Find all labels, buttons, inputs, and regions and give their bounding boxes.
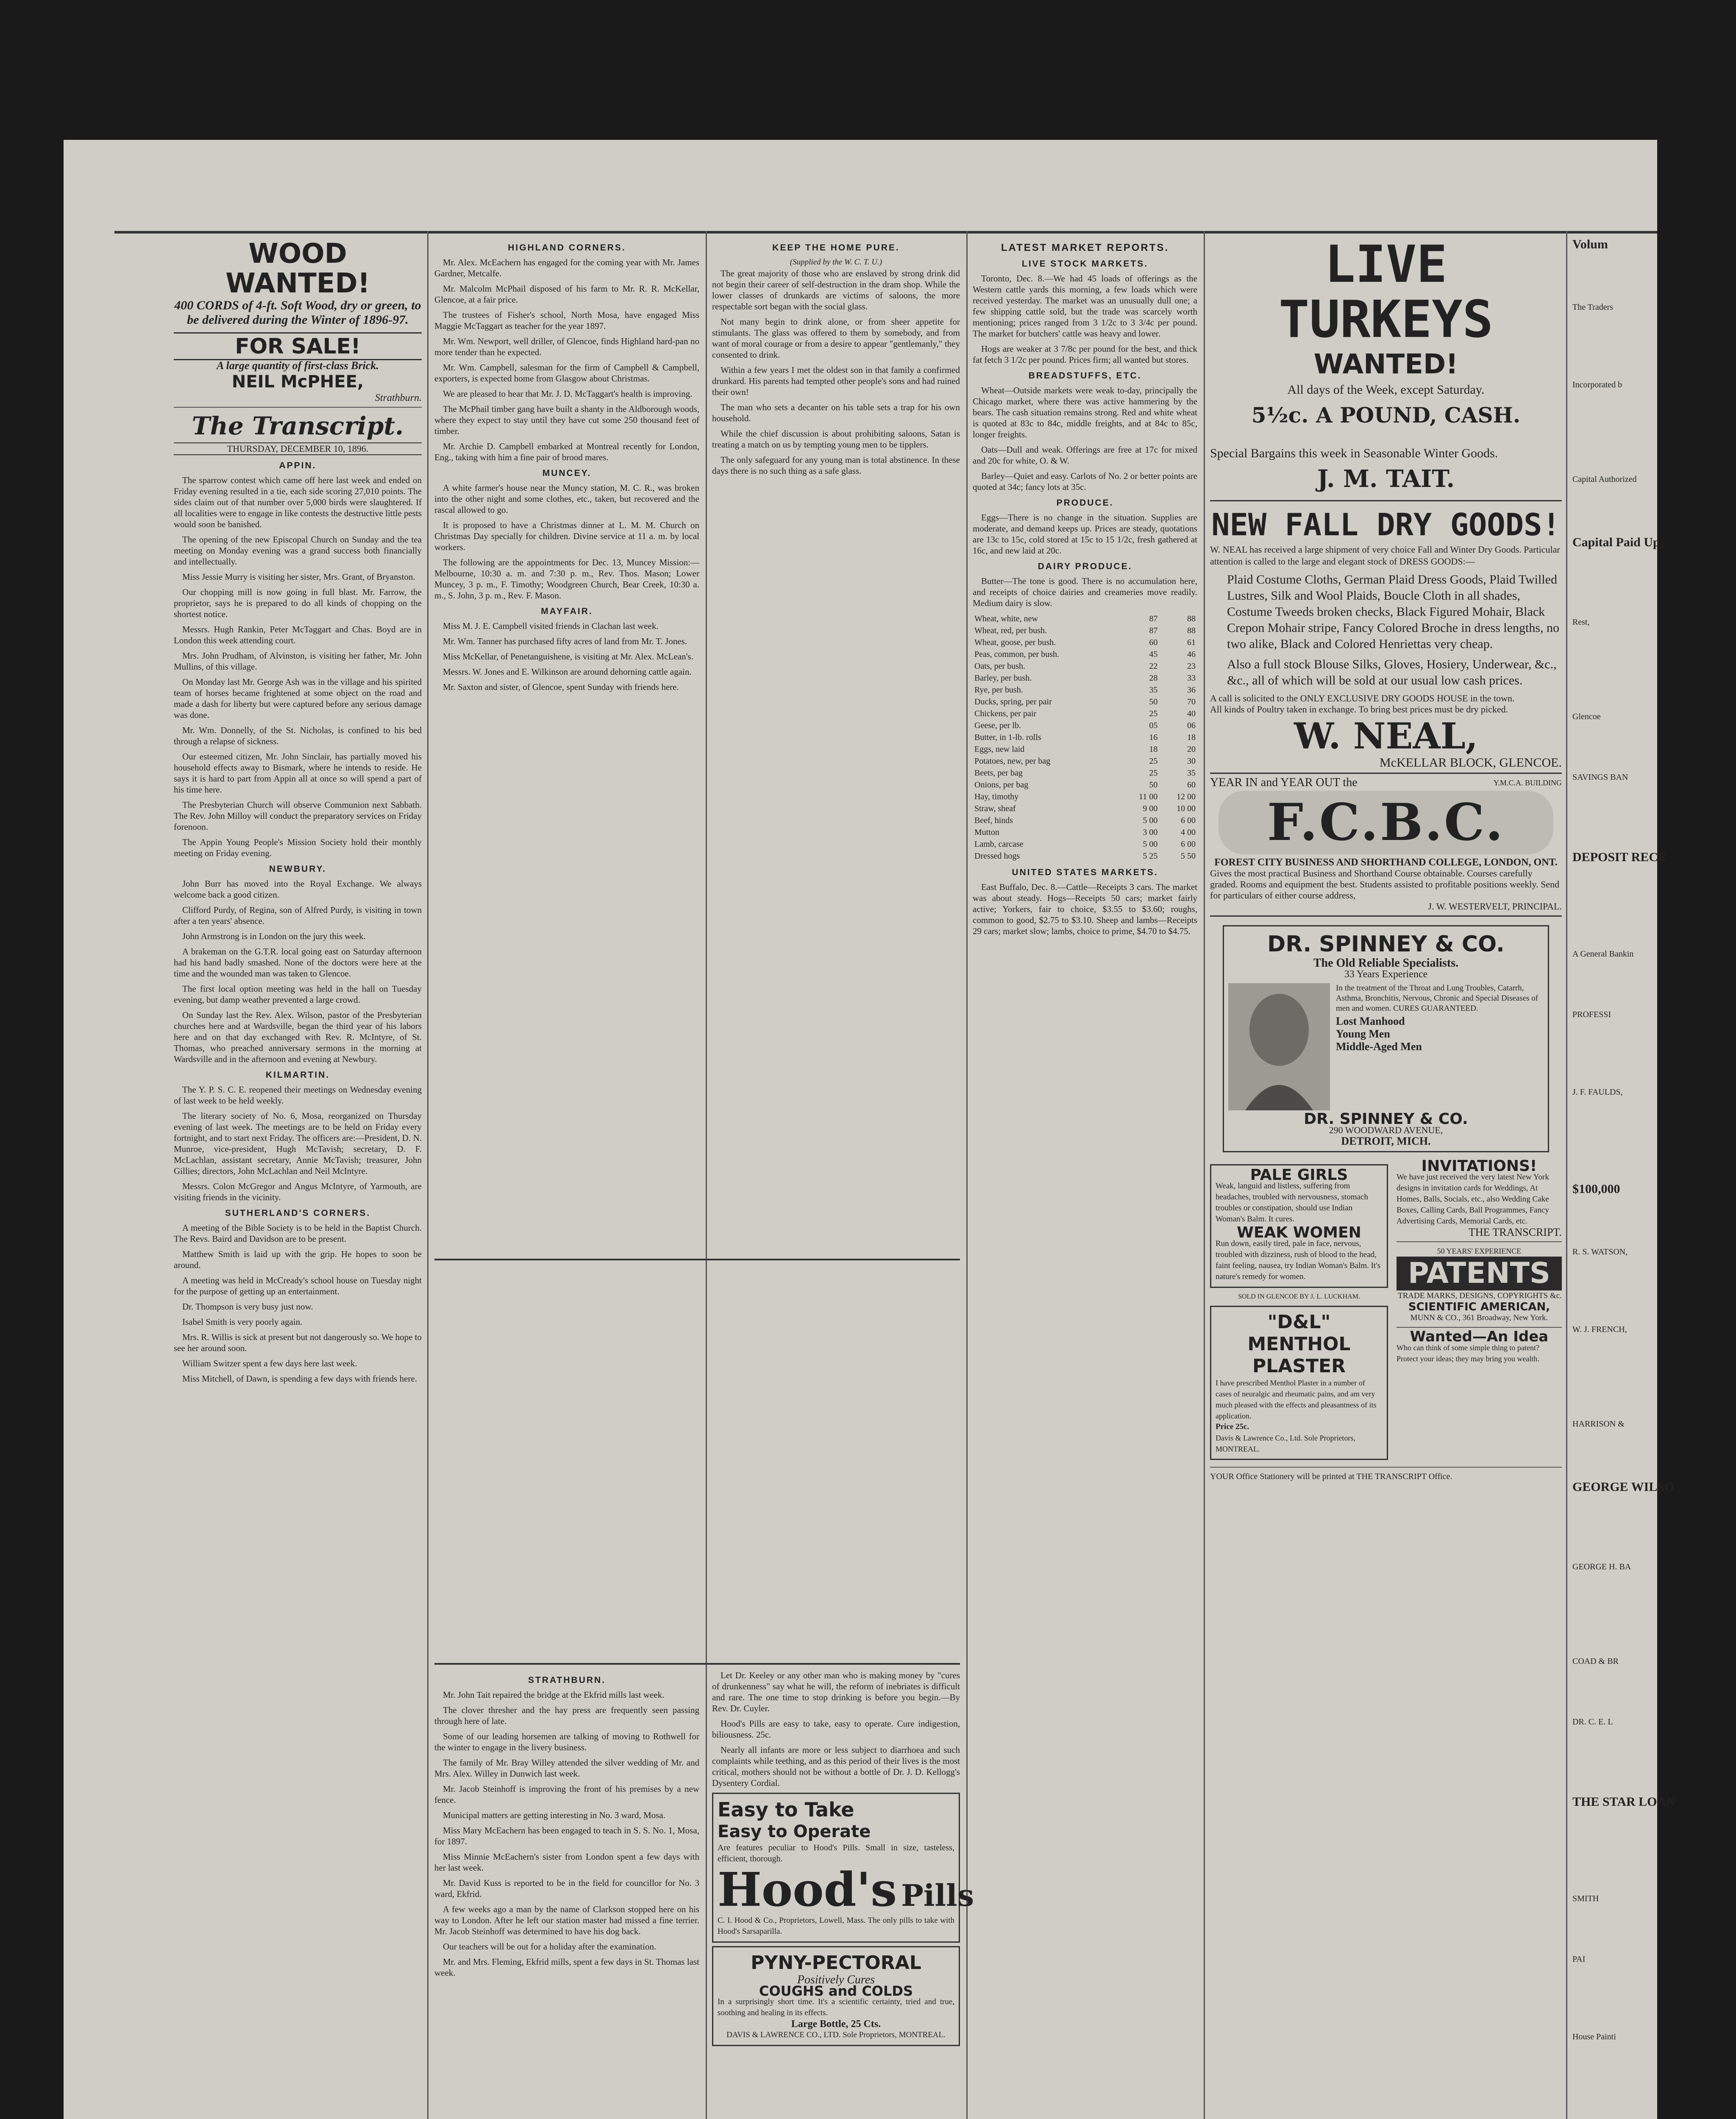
sutherlands-para: William Switzer spent a few days here last week. (182, 1358, 357, 1368)
spinney-name: DR. SPINNEY & CO. (1304, 1110, 1468, 1128)
dry-goods-ad (1210, 501, 1562, 774)
pale-title1: PALE GIRLS (1250, 1166, 1348, 1184)
hoods-line2: Easy to Operate (718, 1822, 871, 1841)
edge-fragment: Capital Paid Up, (1572, 535, 1664, 549)
price-row (973, 696, 1197, 708)
appin-para: Miss Jessie Murry is visiting her sister, Mrs. Grant, of Bryanston. (182, 572, 415, 582)
appin-para: The Appin Young People's Mission Society hold their monthly meeting on Friday evening. (174, 837, 422, 858)
price-item: Rye, per bush. (974, 685, 1023, 695)
idea-text: Who can think of some simple thing to patent? Protect your ideas; they may bring you wealth. (1397, 1343, 1539, 1363)
price-item: Ducks, spring, per pair (974, 697, 1052, 706)
newspaper-page (64, 140, 1675, 2119)
highland-heading: HIGHLAND CORNERS. (508, 243, 626, 253)
dry-goods-address: McKELLAR BLOCK, GLENCOE. (1380, 756, 1562, 770)
price-item: Lamb, carcase (974, 840, 1024, 849)
wctu-heading: KEEP THE HOME PURE. (772, 243, 900, 253)
price-row (973, 731, 1197, 743)
produce-heading: PRODUCE. (1056, 498, 1114, 508)
column-3 (712, 237, 960, 1250)
barley-text: Barley—Quiet and easy. Carlots of No. 2 or better points are quoted at 34c; fancy lots at 35c. (973, 471, 1197, 492)
edge-fragment: THE STAR LOAN (1572, 1795, 1675, 1809)
appin-para: The opening of the new Episcopal Church on Sunday and the tea meeting on Monday evening was a grand success both financially and intellectually. (174, 534, 422, 567)
price-value: 5 50 (1181, 851, 1196, 861)
price-value: 60 (1149, 638, 1158, 647)
muncey-para: The following are the appointments for Dec. 13, Muncey Mission:— Melbourne, 10:30 a. m. and 7:30 p. m., Rev. Thos. Mason; Lower Muncey, 3 p. m., F. Timothy; Woodgreen Church, Bear Creek, 10:30 a. m., S. John, 3 p. m., Rev. F. Mason. (434, 557, 699, 601)
price-row (973, 803, 1197, 815)
price-row (973, 708, 1197, 720)
price-value: 50 (1149, 697, 1158, 706)
mayfair-heading: MAYFAIR. (541, 606, 593, 616)
edge-fragment: COAD & BR (1572, 1657, 1619, 1666)
muncey-heading: MUNCEY. (542, 468, 592, 478)
edge-fragment: Capital Authorized (1572, 475, 1637, 484)
sutherlands-heading: SUTHERLAND'S CORNERS. (225, 1208, 371, 1218)
price-value: 3 00 (1143, 828, 1158, 837)
price-item: Potatoes, new, per bag (974, 756, 1051, 766)
appin-para: Our esteemed citizen, Mr. John Sinclair, has partially moved his household effects away to Bismark, where he intends to reside. He says it is hard to part from Appin all at once so will spend a part of his time here. (174, 751, 422, 795)
masthead-date: THURSDAY, DECEMBER 10, 1896. (174, 442, 422, 455)
price-item: Wheat, red, per bush. (974, 626, 1047, 635)
livestock-heading: LIVE STOCK MARKETS. (1021, 259, 1149, 269)
wood-wanted-title: WOOD WANTED! (225, 238, 370, 299)
mayfair-para: Miss McKellar, of Penetanguishene, is visiting at Mr. Alex. McLean's. (443, 651, 693, 662)
edge-fragment: SMITH (1572, 1894, 1599, 1903)
strathburn-para: Some of our leading horsemen are talking of moving to Rothwell for the winter to engage in the livery business. (434, 1731, 699, 1752)
price-value: 35 (1149, 685, 1158, 695)
spinney-sub: The Old Reliable Specialists. (1313, 957, 1459, 970)
price-row (973, 838, 1197, 850)
pale-sold: SOLD IN GLENCOE BY J. L. LUCKHAM. (1238, 1293, 1360, 1300)
pyny-text: In a surprisingly short time. It's a scientific certainty, tried and true, soothing and healing in its effects. (718, 1997, 954, 2017)
strathburn-para: Miss Mary McEachern has been engaged to teach in S. S. No. 1, Mosa, for 1897. (434, 1825, 699, 1846)
column-5 (1210, 237, 1562, 2119)
kilmartin-para: The literary society of No. 6, Mosa, reorganized on Thursday evening of last week. The meetings are to be held on Friday every fortnight, and to start next Friday. The officers are:—President, D. N. Munroe, vice-president, Hugh McTavish; secretary, D. F. McLachlan, assistant secretary, Annie McTavish; treasurer, John Gillies; directors, John McLachlan and Neil McIntyre. (174, 1111, 422, 1176)
price-item: Dressed hogs (974, 851, 1020, 861)
price-value: 9 00 (1143, 804, 1158, 813)
price-value: 23 (1187, 662, 1196, 671)
pyny-maker: DAVIS & LAWRENCE CO., LTD. Sole Proprietors, MONTREAL. (726, 2030, 946, 2039)
dry-goods-intro: W. NEAL has received a large shipment of very choice Fall and Winter Dry Goods. Particular attention is called to the large and elegant stock of DRESS GOODS:— (1210, 544, 1560, 567)
live-turkeys-ad (1210, 237, 1562, 501)
turkeys-title: LIVE TURKEYS (1279, 235, 1493, 349)
strathburn-heading: STRATHBURN. (528, 1675, 606, 1685)
sutherlands-para: Matthew Smith is laid up with the grip. He hopes to soon be around. (174, 1249, 422, 1270)
wctu-para: The great majority of those who are enslaved by strong drink did not begin their career of self-destruction in the dram shop. While the lower classes of drunkards are victims of saloons, the more respectable sort began with the social glass. (712, 268, 960, 311)
spinney-text: In the treatment of the Throat and Lung Troubles, Catarrh, Asthma, Bronchitis, Nervous, Chronic and Special Diseases of men and women. CURES GUARANTEED. (1336, 984, 1538, 1013)
price-value: 50 (1149, 780, 1158, 790)
wctu-para: While the chief discussion is about prohibiting saloons, Satan is treating a match on us by tempting young men to be tipplers. (712, 428, 960, 450)
edge-fragment: Rest, (1572, 617, 1590, 627)
poultry-wanted-ad (434, 1259, 960, 1665)
wctu-para: Within a few years I met the oldest son in that family a confirmed drunkard. His parents had tempted other people's sons and had ruined their own! (712, 365, 960, 397)
hoods-pills: Pills (901, 1878, 974, 1913)
appin-para: Messrs. Hugh Rankin, Peter McTaggart and Chas. Boyd are in London this week attending court. (174, 624, 422, 645)
markets-heading: LATEST MARKET REPORTS. (1001, 242, 1169, 253)
price-value: 61 (1187, 638, 1196, 647)
patents-munn: MUNN & CO., 361 Broadway, New York. (1410, 1313, 1548, 1322)
strathburn-para: The family of Mr. Bray Willey attended the silver wedding of Mr. and Mrs. Alex. Willey in Dunwich last week. (434, 1757, 699, 1779)
muncey-para: It is proposed to have a Christmas dinner at L. M. M. Church on Christmas Day specially for children. Divine service at 11 a. m. by local workers. (434, 520, 699, 552)
price-value: 25 (1149, 756, 1158, 766)
kilmartin-para: The Y. P. S. C. E. reopened their meetings on Wednesday evening of last week to be held weekly. (174, 1085, 422, 1106)
hoods-brand: Hood's (718, 1862, 897, 1917)
column-divider (966, 231, 968, 2119)
invitations-ad (1397, 1157, 1562, 1238)
dry-goods-title: NEW FALL DRY GOODS! (1211, 507, 1561, 542)
appin-para: Mrs. John Prudham, of Alvinston, is visiting her father, Mr. John Mullins, of this village. (174, 651, 422, 672)
newbury-para: John Burr has moved into the Royal Exchange. We always welcome back a good citizen. (174, 879, 422, 900)
spinney-section: Lost Manhood (1336, 1015, 1405, 1027)
price-item: Wheat, goose, per bush. (974, 638, 1056, 647)
highland-para: Mr. Alex. McEachern has engaged for the coming year with Mr. James Gardner, Metcalfe. (434, 257, 699, 278)
column-divider (1566, 231, 1567, 2119)
sutherlands-para: Isabel Smith is very poorly again. (182, 1317, 303, 1327)
price-value: 25 (1149, 709, 1158, 718)
mayfair-para: Miss M. J. E. Campbell visited friends in Clachan last week. (443, 621, 659, 631)
price-item: Beef, hinds (974, 816, 1013, 825)
edge-fragment: House Painti (1572, 2032, 1616, 2041)
edge-fragment: A General Bankin (1572, 949, 1634, 959)
wctu-para: The only safeguard for any young man is total abstinence. In these days there is no such thing as a safe glass. (712, 455, 960, 476)
price-item: Butter, in 1-lb. rolls (974, 733, 1041, 742)
price-item: Eggs, new laid (974, 745, 1025, 754)
price-row (973, 672, 1197, 684)
price-item: Straw, sheaf (974, 804, 1016, 813)
highland-para: We are pleased to hear that Mr. J. D. McTaggart's health is improving. (443, 389, 693, 399)
price-row (973, 660, 1197, 672)
stationery-ad: YOUR Office Stationery will be printed at THE TRANSCRIPT Office. (1210, 1472, 1452, 1481)
idea-title: Wanted—An Idea (1410, 1328, 1549, 1345)
price-item: Beets, per bag (974, 768, 1023, 778)
price-item: Hay, timothy (974, 792, 1019, 801)
newbury-para: The first local option meeting was held in the hall on Tuesday evening, but damp weather prevented a large crowd. (174, 984, 422, 1005)
hoods-note: Hood's Pills are easy to take, easy to operate. Cure indigestion, biliousness. 25c. (712, 1719, 960, 1740)
edge-fragment: HARRISON & (1572, 1419, 1625, 1429)
edge-fragment: PROFESSI (1572, 1010, 1611, 1019)
strathburn-para: Mr. John Tait repaired the bridge at the Ekfrid mills last week. (443, 1690, 665, 1700)
price-value: 5 00 (1143, 816, 1158, 825)
edge-fragment: Incorporated b (1572, 380, 1622, 389)
newbury-para: Clifford Purdy, of Regina, son of Alfred Purdy, is visiting in town after a ten years' absence. (174, 905, 422, 926)
pale-title2: WEAK WOMEN (1237, 1224, 1361, 1241)
price-value: 70 (1187, 697, 1196, 706)
price-value: 25 (1149, 768, 1158, 778)
price-value: 10 00 (1177, 804, 1196, 813)
price-value: 12 00 (1177, 792, 1196, 801)
sutherlands-para: Dr. Thompson is very busy just now. (182, 1301, 313, 1312)
fcbc-logo: F.C.B.C. (1219, 791, 1553, 854)
wctu-subheading: (Supplied by the W. C. T. U.) (790, 258, 882, 267)
sutherlands-para: Miss Mitchell, of Dawn, is spending a few days with friends here. (182, 1374, 417, 1384)
masthead-title: The Transcript. (192, 412, 404, 440)
newbury-para: John Armstrong is in London on the jury this week. (182, 931, 366, 941)
wood-wanted-text: 400 CORDS of 4-ft. Soft Wood, dry or green, to be delivered during the Winter of 1896-97. (174, 298, 421, 327)
hoods-line1: Easy to Take (718, 1798, 854, 1821)
spinney-title: DR. SPINNEY & CO. (1267, 932, 1505, 957)
price-item: Onions, per bag (974, 780, 1029, 790)
mayfair-para: Mr. Wm. Tanner has purchased fifty acres of land from Mr. T. Jones. (443, 636, 687, 646)
price-value: 87 (1149, 614, 1158, 623)
sutherlands-para: A meeting of the Bible Society is to be held in the Baptist Church. The Revs. Baird and Davidson are to be present. (174, 1223, 422, 1244)
price-value: 4 00 (1181, 828, 1196, 837)
strathburn-para: Miss Minnie McEachern's sister from London spent a few days with her last week. (434, 1852, 699, 1873)
edge-fragment: PAI (1572, 1955, 1586, 1964)
dry-goods-list: Plaid Costume Cloths, German Plaid Dress Goods, Plaid Twilled Lustres, Silk and Wool Plaids, Boucle Cloth in all shades, Costume Tweeds broken checks, Black Figured Mohair, Black Crepon Mohair stripe, Fancy Colored Broche in dress lengths, no two alike, Black and Colored Henriettas very cheap. (1227, 573, 1560, 651)
hoods-text: Are features peculiar to Hood's Pills. Small in size, tasteless, efficient, thorough. (718, 1843, 954, 1863)
invitations-name: THE TRANSCRIPT. (1468, 1226, 1562, 1238)
spinney-addr: 290 WOODWARD AVENUE, (1329, 1125, 1443, 1135)
column-2 (434, 237, 699, 1250)
fcbc-text: Gives the most practical Business and Shorthand Course obtainable. Courses carefully graded. Rooms and equipment the best. Students assisted to profitable positions weekly. Send for particulars of either course address, (1210, 868, 1560, 901)
edge-fragment: $100,000 (1572, 1182, 1620, 1196)
column-divider (1204, 231, 1205, 2119)
price-value: 6 00 (1181, 816, 1196, 825)
price-value: 5 25 (1143, 851, 1158, 861)
sutherlands-para: A meeting was held in McCready's school house on Tuesday night for the purpose of getting up an entertainment. (174, 1275, 422, 1296)
highland-para: The McPhail timber gang have built a shanty in the Aldborough woods, where they expect to stay until they have cut some 250 thousand feet of timber. (434, 404, 699, 436)
price-value: 45 (1149, 650, 1158, 659)
top-rule (114, 231, 1657, 234)
dl-maker: Davis & Lawrence Co., Ltd. Sole Proprietors, MONTREAL. (1216, 1434, 1355, 1453)
edge-fragment: J. F. FAULDS, (1572, 1087, 1623, 1097)
edge-fragment: SAVINGS BAN (1572, 773, 1628, 782)
doctor-portrait (1228, 983, 1330, 1110)
price-value: 05 (1149, 721, 1158, 730)
price-value: 11 00 (1139, 792, 1158, 801)
pale-text1: Weak, languid and listless, suffering from headaches, troubled with nervousness, stomach troubles or constipation, should use Indian Woman's Balm. It cures. (1216, 1182, 1368, 1224)
appin-para: The sparrow contest which came off here last week and ended on Friday evening resulted in a tie, each side scoring 27,010 points. The sides claim out of that number over 5,000 birds were slaughtered. If all localities were to engage in like contests the destructive little pests would soon be banished. (174, 475, 422, 529)
turkeys-price: 5½c. A POUND, CASH. (1251, 403, 1521, 428)
strathburn-para: The clover thresher and the hay press are frequently seen passing through here of late. (434, 1705, 699, 1726)
kilmartin-para: Messrs. Colon McGregor and Angus McIntyre, of Yarmouth, are visiting friends in the vicinity. (174, 1181, 422, 1202)
us-markets-text: East Buffalo, Dec. 8.—Cattle—Receipts 3 cars. The market was about steady. Hogs—Receipts 50 cars; market fairly active; Yorkers, fair to choice, $3.55 to $3.60; roughs, common to good, $2.75 to $3.10. Sheep and lambs—Receipts 29 cars; market slow; lambs, choice to prime, $4.70 to $4.75. (973, 882, 1197, 936)
idea-ad (1397, 1328, 1562, 1364)
price-item: Wheat, white, new (974, 614, 1038, 623)
wctu-para: The man who sets a decanter on his table sets a trap for his own household. (712, 402, 960, 423)
appin-para: Our chopping mill is now going in full blast. Mr. Farrow, the proprietor, says he is prepared to do all kinds of chopping on the shortest notice. (174, 587, 422, 619)
edge-fragment: W. J. FRENCH, (1572, 1325, 1627, 1334)
kilmartin-heading: KILMARTIN. (265, 1070, 330, 1080)
column-divider (427, 231, 428, 2119)
column-4 (973, 237, 1197, 2119)
turkeys-special: Special Bargains this week in Seasonable Winter Goods. (1210, 446, 1498, 460)
price-table (973, 613, 1197, 862)
price-value: 36 (1187, 685, 1196, 695)
highland-para: Mr. Wm. Campbell, salesman for the firm of Campbell & Campbell, exporters, is expected home from Glasgow about Christmas. (434, 362, 699, 384)
mayfair-para: Messrs. W. Jones and E. Wilkinson are around dehorning cattle again. (443, 667, 692, 677)
dairy-text: Butter—The tone is good. There is no accumulation here, and receipts of choice dairies and creameries move readily. Medium dairy is slow. (973, 576, 1197, 608)
advertiser-town: Strathburn. (375, 392, 422, 403)
edge-fragment: DR. C. E. L (1572, 1717, 1613, 1727)
column-2-lower (434, 1670, 699, 2119)
pyny-title: PYNY-PECTORAL (751, 1952, 921, 1974)
edge-fragment: The Traders (1572, 303, 1614, 312)
appin-heading: APPIN. (279, 461, 317, 470)
dry-goods-call: A call is solicited to the ONLY EXCLUSIVE DRY GOODS HOUSE in the town. (1210, 693, 1515, 704)
dry-goods-also: Also a full stock Blouse Silks, Gloves, Hosiery, Underwear, &c., &c., all of which will be sold at our usual low cash prices. (1227, 657, 1557, 687)
invitations-text: We have just received the very latest New York designs in invitation cards for Weddings, At Homes, Balls, Socials, etc., also Wedding Cake Boxes, Calling Cards, Ball Programmes, Fancy Advertising Cards, Memorial Cards, etc. (1397, 1173, 1549, 1226)
dry-goods-poultry: All kinds of Poultry taken in exchange. To bring best prices must be dry picked. (1210, 704, 1508, 715)
pyny-sub2: COUGHS and COLDS (759, 1983, 913, 1999)
price-value: 33 (1187, 673, 1196, 683)
newbury-para: A brakeman on the G.T.R. local going east on Saturday afternoon had his hand badly smashed. None of the doctors were here at the time and the wounded man was taken to Glencoe. (174, 946, 422, 979)
strathburn-para: Our teachers will be out for a holiday after the examination. (443, 1941, 657, 1952)
mayfair-para: Mr. Saxton and sister, of Glencoe, spent Sunday with friends here. (443, 682, 679, 692)
us-markets-heading: UNITED STATES MARKETS. (1012, 868, 1158, 877)
price-value: 40 (1187, 709, 1196, 718)
price-row (973, 743, 1197, 755)
price-value: 18 (1187, 733, 1196, 742)
spinney-section: Young Men (1336, 1028, 1390, 1040)
price-value: 30 (1187, 756, 1196, 766)
pale-girls-ad (1210, 1164, 1388, 1288)
highland-para: Mr. Archie D. Campbell embarked at Montreal recently for London, Eng., taking with him a fine pair of brood mares. (434, 441, 699, 462)
column-divider (706, 231, 707, 2119)
price-item: Mutton (974, 828, 999, 837)
spinney-ad (1223, 925, 1549, 1152)
strathburn-para: Mr. David Kuss is reported to be in the field for councillor for No. 3 ward, Ekfrid. (434, 1878, 699, 1899)
price-value: 16 (1149, 733, 1158, 742)
price-row (973, 637, 1197, 648)
for-sale-text: A large quantity of first-class Brick. (217, 359, 379, 372)
price-value: 87 (1149, 626, 1158, 635)
appin-para: On Monday last Mr. George Ash was in the village and his spirited team of horses became frightened at some object on the road and made a dash for liberty but were captured before any serious damage was done. (174, 677, 422, 720)
dl-price: Price 25c. (1216, 1422, 1249, 1431)
price-row (973, 648, 1197, 660)
price-row (973, 613, 1197, 625)
for-sale-title: FOR SALE! (174, 332, 422, 360)
spinney-years: 33 Years Experience (1344, 969, 1428, 980)
price-value: 28 (1149, 673, 1158, 683)
invitations-title: INVITATIONS! (1421, 1157, 1537, 1175)
column-3-lower (712, 1670, 974, 2119)
pyny-pectoral-ad (712, 1946, 960, 2046)
price-item: Geese, per lb. (974, 721, 1021, 730)
wctu-closing: Let Dr. Keeley or any other man who is making money by "cures of drunkenness" say what he will, the reform of inebriates is difficult and rare. The one time to stop drinking is before you begin.—By Rev. Dr. Cuyler. (712, 1670, 960, 1713)
price-item: Barley, per bush. (974, 673, 1032, 683)
fcbc-top-right: Y.M.C.A. BUILDING (1493, 779, 1562, 787)
hoods-maker: C. I. Hood & Co., Proprietors, Lowell, Mass. The only pills to take with Hood's Sarsaparilla. (718, 1916, 954, 1936)
column-1 (174, 237, 422, 2119)
infants-note: Nearly all infants are more or less subject to diarrhoea and such complaints while teething, and as this period of their lives is the most critical, mothers should not be without a bottle of Dr. J. D. Kellogg's Dysentery Cordial. (712, 1745, 960, 1788)
wood-wanted-ad (174, 239, 422, 403)
price-value: 06 (1187, 721, 1196, 730)
price-value: 6 00 (1181, 840, 1196, 849)
advertiser-name: NEIL McPHEE, (231, 372, 364, 392)
patents-ad (1397, 1246, 1562, 1324)
highland-para: Mr. Malcolm McPhail disposed of his farm to Mr. R. R. McKellar, Glencoe, at a fair price. (434, 284, 699, 305)
edge-fragment: Volum (1572, 237, 1608, 251)
dairy-heading: DAIRY PRODUCE. (1038, 562, 1132, 571)
highland-para: The trustees of Fisher's school, North Mosa, have engaged Miss Maggie McTaggart as teacher for the year 1897. (434, 310, 699, 331)
price-value: 18 (1149, 745, 1158, 754)
highland-para: Mr. Wm. Newport, well driller, of Glencoe, finds Highland hard-pan no more tender than he expected. (434, 336, 699, 357)
fcbc-name: FOREST CITY BUSINESS AND SHORTHAND COLLEGE, LONDON, ONT. (1214, 857, 1558, 868)
oats-text: Oats—Dull and weak. Offerings are free at 17c for mixed and 20c for white, O. & W. (973, 445, 1197, 466)
patents-marks: TRADE MARKS, DESIGNS, COPYRIGHTS &c. (1398, 1291, 1562, 1300)
pyny-sub1: Positively Cures (797, 1973, 875, 1986)
price-item: Peas, common, per bush. (974, 650, 1059, 659)
hoods-pills-ad (712, 1793, 974, 1943)
price-value: 20 (1187, 745, 1196, 754)
patents-title: PATENTS (1397, 1257, 1562, 1290)
price-item: Oats, per bush. (974, 662, 1025, 671)
spinney-section: Middle-Aged Men (1336, 1040, 1422, 1053)
fcbc-principal: J. W. WESTERVELT, PRINCIPAL. (1428, 901, 1562, 912)
price-row (973, 815, 1197, 826)
fcbc-ad (1210, 774, 1562, 917)
strathburn-para: Municipal matters are getting interesting in No. 3 ward, Mosa. (443, 1810, 665, 1820)
edge-fragment: GEORGE WILSO (1572, 1480, 1675, 1494)
price-value: 22 (1149, 662, 1158, 671)
appin-para: Mr. Wm. Donnelly, of the St. Nicholas, is confined to his bed through a relapse of sickness. (174, 725, 422, 746)
price-value: 46 (1187, 650, 1196, 659)
price-row (973, 791, 1197, 803)
dl-title: "D&L" MENTHOL PLASTER (1247, 1311, 1351, 1377)
price-value: 88 (1187, 626, 1196, 635)
price-row (973, 684, 1197, 696)
price-value: 35 (1187, 768, 1196, 778)
strathburn-para: Mr. and Mrs. Fleming, Ekfrid mills, spent a few days in St. Thomas last week. (434, 1957, 699, 1978)
pyny-price: Large Bottle, 25 Cts. (791, 2019, 881, 2030)
edge-fragment: DEPOSIT RECE (1572, 850, 1667, 864)
price-item: Chickens, per pair (974, 709, 1037, 718)
strathburn-para: Mr. Jacob Steinhoff is improving the front of his premises by a new fence. (434, 1784, 699, 1805)
newbury-para: On Sunday last the Rev. Alex. Wilson, pastor of the Presbyterian churches here and at Wardsville, began the third year of his labors here and on that day exchanged with Rev. R. McIntyre, of St. Thomas, who preached anniversary sermons in the morning at Wardsville and in the afternoon and evening at Newbury. (174, 1010, 422, 1064)
pale-text2: Run down, easily tired, pale in face, nervous, troubled with dizziness, rush of blood to the head, faint feeling, nausea, try Indian Woman's Balm. It's nature's remedy for women. (1216, 1239, 1381, 1281)
price-row (973, 779, 1197, 791)
sutherlands-para: Mrs. R. Willis is sick at present but not dangerously so. We hope to see her around soon. (174, 1332, 422, 1353)
dry-goods-name: W. NEAL, (1294, 715, 1478, 757)
newbury-heading: NEWBURY. (269, 864, 327, 874)
spinney-city: DETROIT, MICH. (1341, 1135, 1431, 1147)
price-row (973, 720, 1197, 731)
price-row (973, 755, 1197, 767)
dl-text: I have prescribed Menthol Plaster in a number of cases of neuralgic and rheumatic pains, and am very much pleased with the effects and pleasantness of its application. (1216, 1379, 1377, 1420)
edge-fragment: Glencoe (1572, 712, 1601, 721)
eggs-text: Eggs—There is no change in the situation. Supplies are moderate, and demand keeps up. Prices are steady, quotations are 13c to 15c, cold stored at 15c to 15 1/2c, fresh gathered at 16c, and new laid at 20c. (973, 512, 1197, 556)
dl-plaster-ad (1210, 1306, 1388, 1460)
wctu-para: Not many begin to drink alone, or from sheer appetite for stimulants. The glass was offered to them by somebody, and from want of moral courage or from a desire to appear "gentlemanly," they consented to drink. (712, 317, 960, 360)
patents-sci: SCIENTIFIC AMERICAN, (1408, 1301, 1550, 1313)
breadstuffs-heading: BREADSTUFFS, ETC. (1028, 371, 1142, 381)
price-row (973, 826, 1197, 838)
price-row (973, 850, 1197, 862)
muncey-para: A white farmer's house near the Muncy station, M. C. R., was broken into the other night and some clothes, etc., taken, but recovered and the rascal allowed to go. (434, 483, 699, 515)
strathburn-para: A few weeks ago a man by the name of Clarkson stopped here on his way to London. After he left our station master had missed a fine terrier. Mr. Jacob Steinhoff was determined to have his dog back. (434, 1904, 699, 1936)
edge-fragment: R. S. WATSON, (1572, 1247, 1628, 1257)
price-row (973, 767, 1197, 779)
turkeys-name: J. M. TAIT. (1317, 465, 1455, 493)
livestock-text: Toronto, Dec. 8.—We had 45 loads of offerings as the Western cattle yards this morning, a few loads which were received yesterday. The market was an unusually dull one; a few shipping cattle sold, but the trade was scarcely worth mentioning; prices ranged from 3 1/2c to 3 3/4c per pound. The market for butchers' cattle was heavy and lower. (973, 273, 1197, 339)
edge-fragment: GEORGE H. BA (1572, 1562, 1631, 1571)
price-value: 60 (1187, 780, 1196, 790)
price-row (973, 625, 1197, 637)
turkeys-wanted: WANTED! (1313, 349, 1458, 380)
fcbc-top-left: YEAR IN and YEAR OUT the (1210, 776, 1358, 789)
appin-para: The Presbyterian Church will observe Communion next Sabbath. The Rev. John Milloy will conduct the preparatory services on Friday forenoon. (174, 800, 422, 832)
price-value: 5 00 (1143, 840, 1158, 849)
wheat-text: Wheat—Outside markets were weak to-day, principally the Chicago market, where there was active hammering by the bears. The cash situation remains strong. Red and white wheat is quoted at 83c to 84c, middle freights, and at 84c to 85c, longer freights. (973, 385, 1197, 439)
hogs-text: Hogs are weaker at 3 7/8c per pound for the best, and thick fat fetch 3 1/2c per pound. Prices firm; all wanted but stores. (973, 344, 1197, 365)
price-value: 88 (1187, 614, 1196, 623)
column-6-fragments (1572, 237, 1675, 2119)
patents-exp: 50 YEARS' EXPERIENCE (1437, 1247, 1522, 1255)
turkeys-days: All days of the Week, except Saturday. (1287, 383, 1485, 397)
